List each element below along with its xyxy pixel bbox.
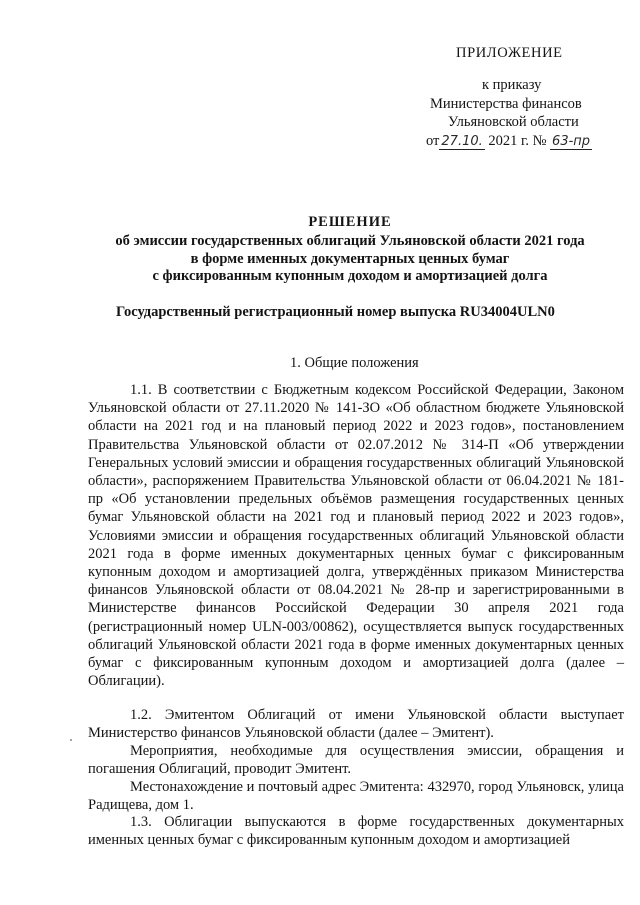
paragraph-1-3: 1.3. Облигации выпускаются в форме государственных документарных именных ценных бумаг с фиксированным купонным доходом и амортизацией (88, 814, 624, 849)
section-heading: 1. Общие положения (290, 355, 419, 371)
registration-number: Государственный регистрационный номер выпуска RU34004ULN0 (116, 304, 555, 320)
date-prefix: от (426, 133, 440, 149)
appendix-line: к приказу (482, 77, 542, 93)
title-line: в форме именных документарных ценных бумаг (190, 251, 510, 267)
scan-speck (70, 739, 72, 741)
paragraph-activities: Мероприятия, необходимые для осуществления эмиссии, обращения и погашения Облигаций, проводит Эмитент. (88, 743, 624, 778)
document-heading: РЕШЕНИЕ (308, 214, 392, 230)
appendix-line: Ульяновской области (448, 114, 579, 130)
handwritten-date: 27.10. (441, 134, 483, 149)
date-year: 2021 г. № (488, 133, 547, 149)
paragraph-1-2: 1.2. Эмитентом Облигаций от имени Ульяновской области выступает Министерство финансов Ульяновской области (далее – Эмитент). (88, 707, 624, 742)
paragraph-address: Местонахождение и почтовый адрес Эмитента: 432970, город Ульяновск, улица Радищева, дом 1. (88, 779, 624, 814)
handwritten-order-number: 63-пр (552, 134, 591, 149)
paragraph-1-1: 1.1. В соответствии с Бюджетным кодексом Российской Федерации, Законом Ульяновской области от 27.11.2020 № 141-ЗО «Об областном бюджете Ульяновской области на 2021 год и на плановый период 2022 и 2023 годов», постановлением Правительства Ульяновской области от 02.07.2012 № 314-П «Об утверждении Генеральных условий эмиссии и обращения государственных облигаций Ульяновской области», распоряжением Правительства Ульяновской области от 06.04.2021 № 181-пр «Об установлении предельных объёмов размещения государственных ценных бумаг Ульяновской области на 2021 год и плановый период 2022 и 2023 годов», Условиями эмиссии и обращения государственных облигаций Ульяновской области 2021 года в форме именных документарных ценных бумаг с фиксированным купонным доходом и амортизацией долга, утверждённых приказом Министерства финансов Ульяновской области от 08.04.2021 № 28-пр и зарегистрированными в Министерстве финансов Российской Федерации 30 апреля 2021 года (регистрационный номер ULN-003/00862), осуществляется выпуск государственных облигаций Ульяновской области 2021 года в форме именных документарных ценных бумаг с фиксированным купонным доходом и амортизацией долга (далее – Облигации). (88, 382, 624, 690)
appendix-date-line (426, 132, 592, 150)
title-line: с фиксированным купонным доходом и амортизацией долга (152, 268, 548, 284)
title-line: об эмиссии государственных облигаций Ульяновской области 2021 года (115, 233, 585, 249)
appendix-line: Министерства финансов (430, 96, 582, 112)
appendix-title: ПРИЛОЖЕНИЕ (456, 45, 563, 61)
